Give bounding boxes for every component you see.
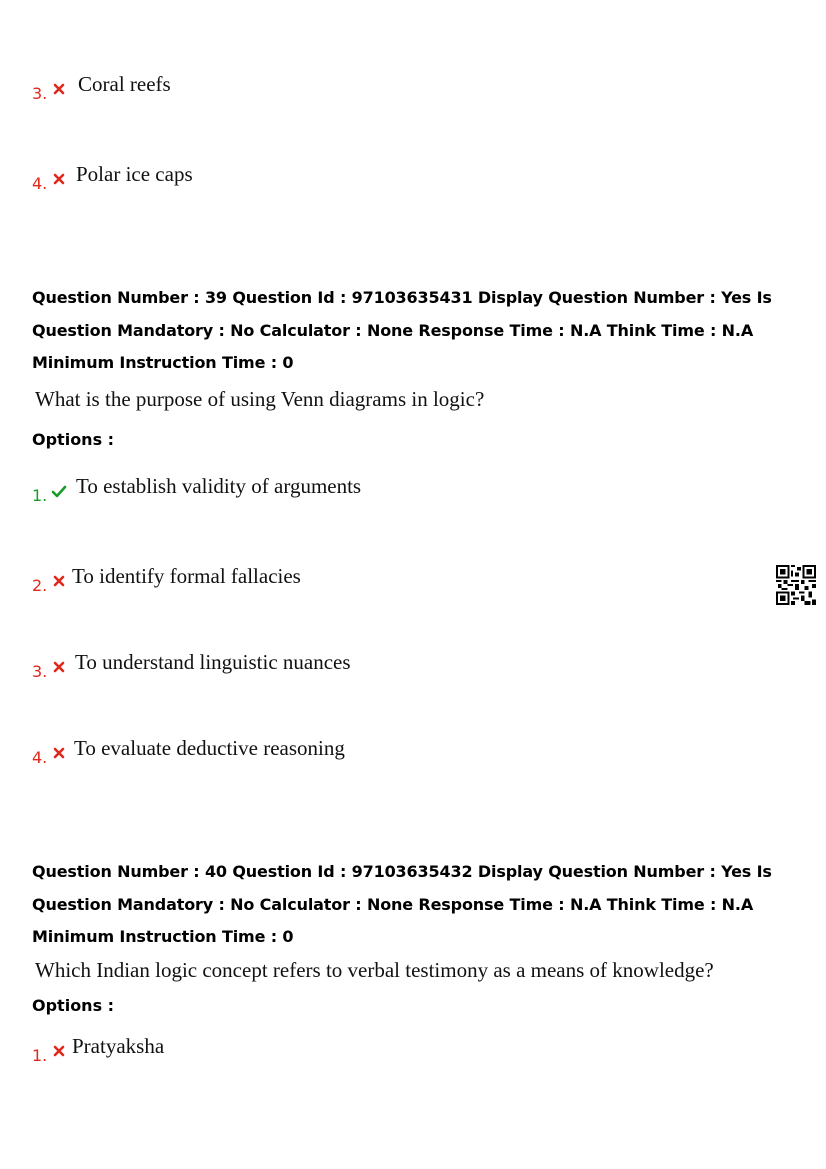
cross-icon	[52, 1044, 66, 1058]
option-number: 1.	[32, 1046, 48, 1065]
check-icon	[51, 484, 67, 498]
options-label: Options :	[32, 996, 115, 1015]
option-text: To identify formal fallacies	[72, 564, 301, 588]
option-number: 4.	[32, 748, 48, 767]
option-text: To understand linguistic nuances	[75, 650, 351, 674]
question-meta: Question Number : 39 Question Id : 97103635431 Display Question Number : Yes Is Question Mandatory : No Calculator : None Response Time : N.A Think Time : N.A Minimum Instruction Time : 0	[32, 288, 772, 372]
option-text: To evaluate deductive reasoning	[74, 736, 345, 760]
option-number: 4.	[32, 174, 48, 193]
option-text: To establish validity of arguments	[76, 474, 362, 498]
cross-icon	[52, 660, 66, 674]
question-meta: Question Number : 40 Question Id : 97103635432 Display Question Number : Yes Is Question Mandatory : No Calculator : None Response Time : N.A Think Time : N.A Minimum Instruction Time : 0	[32, 862, 772, 946]
option-number: 3.	[32, 662, 48, 681]
qr-code-icon	[776, 565, 816, 605]
option-number: 2.	[32, 576, 48, 595]
option-number: 3.	[32, 84, 48, 103]
option-text: Pratyaksha	[72, 1034, 165, 1058]
cross-icon	[52, 82, 66, 96]
option-text: Coral reefs	[78, 72, 171, 96]
cross-icon	[52, 172, 66, 186]
question-text: Which Indian logic concept refers to verbal testimony as a means of knowledge?	[35, 958, 714, 982]
cross-icon	[52, 746, 66, 760]
option-number: 1.	[32, 486, 48, 505]
cross-icon	[52, 574, 66, 588]
question-text: What is the purpose of using Venn diagrams in logic?	[35, 387, 485, 411]
option-text: Polar ice caps	[76, 162, 193, 186]
options-label: Options :	[32, 430, 115, 449]
